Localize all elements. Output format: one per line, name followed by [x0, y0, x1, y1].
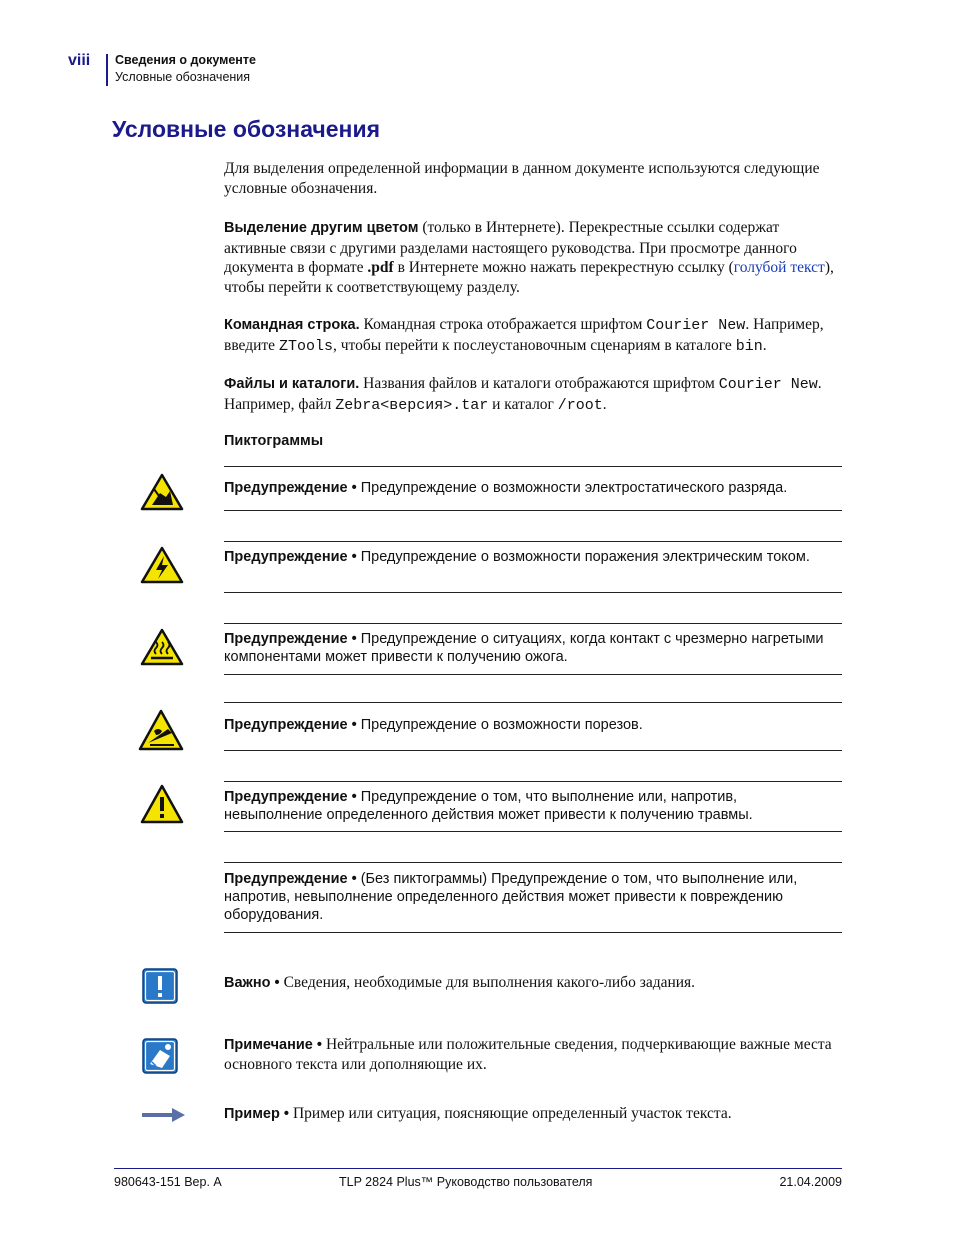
color-text-3: ), чтобы перейти к соответствующему разделу. [224, 259, 834, 296]
note-label: Примечание • [224, 1037, 326, 1053]
warning-text: Предупреждение о возможности поражения электрическим током. [360, 549, 810, 565]
intro-paragraph: Для выделения определенной информации в данном документе используются следующие условные обозначения. [224, 160, 820, 197]
page-number: viii [68, 52, 91, 69]
cmd-text-2: . Например, введите [224, 316, 824, 354]
files-text-3: и каталог [488, 395, 558, 413]
note [224, 1035, 836, 1075]
cmd-dir: bin [735, 337, 763, 355]
warning-rule-bottom [224, 750, 842, 751]
warning-text: Предупреждение о возможности электростатического разряда. [360, 480, 788, 496]
color-paragraph [224, 218, 839, 297]
important-label: Важно • [224, 975, 284, 991]
important-note [224, 973, 836, 993]
warning-hot [224, 630, 836, 666]
warning-rule-bottom [224, 510, 842, 511]
warning-label: Предупреждение • [224, 480, 361, 496]
footer-rule [114, 1168, 842, 1169]
warning-rule-top [224, 466, 842, 467]
warning-rule-top [224, 781, 842, 782]
warning-text: Предупреждение о возможности порезов. [360, 717, 643, 733]
warning-label: Предупреждение • [224, 871, 361, 887]
page-title: Условные обозначения [112, 116, 381, 142]
blue-text-link[interactable]: голубой текст [733, 259, 825, 276]
header-divider [106, 54, 108, 86]
note-text: Нейтральные или положительные сведения, подчеркивающие важные места основного текста или дополняющие их. [224, 1036, 832, 1073]
warning-rule-bottom [224, 932, 842, 933]
warning-rule-top [224, 702, 842, 703]
example-arrow-icon [142, 1107, 186, 1123]
cut-hazard-icon [138, 709, 184, 751]
files-label: Файлы и каталоги. [224, 376, 360, 392]
warning-label: Предупреждение • [224, 717, 361, 733]
command-line-paragraph [224, 315, 839, 356]
esd-warning-icon [140, 473, 184, 511]
cmd-text-4: . [762, 336, 767, 354]
cmd-example: ZTools [278, 337, 333, 355]
cmd-text-1: Командная строка отображается шрифтом [359, 316, 647, 333]
warning-text: Предупреждение о том, что выполнение или, напротив, невыполнение определенного действия может привести к получению травмы. [224, 789, 753, 823]
warning-rule-top [224, 862, 842, 863]
warning-label: Предупреждение • [224, 631, 361, 647]
warning-electric [224, 548, 836, 566]
files-paragraph [224, 374, 839, 415]
note-icon [142, 1038, 178, 1074]
warning-rule-top [224, 541, 842, 542]
warning-caution [224, 788, 836, 824]
warning-esd [224, 479, 836, 497]
footer-date: 21.04.2009 [779, 1175, 842, 1189]
example-label: Пример • [224, 1106, 293, 1122]
example-text: Пример или ситуация, поясняющие определенный участок текста. [292, 1105, 732, 1122]
header-section: Условные обозначения [115, 70, 251, 84]
warning-text: Предупреждение о ситуациях, когда контакт с чрезмерно нагретыми компонентами может привести к получению ожога. [224, 631, 824, 665]
warning-label: Предупреждение • [224, 789, 361, 805]
caution-icon [140, 784, 184, 824]
command-line-label: Командная строка. [224, 317, 360, 333]
files-font-name: Courier New [718, 376, 818, 393]
files-text-2: . Например, файл [224, 375, 822, 413]
hot-surface-icon [140, 628, 184, 666]
color-text-1: (только в Интернете). Перекрестные ссылки содержат активные связи с другими разделами настоящего руководства. При просмотре данного документа в формате [224, 219, 797, 276]
header-chapter: Сведения о документе [115, 53, 256, 67]
files-dir: /root [557, 396, 603, 414]
warning-cut [224, 716, 836, 734]
warning-rule-top [224, 623, 842, 624]
footer-doc-number: 980643-151 Вер. A [114, 1175, 222, 1189]
color-label: Выделение другим цветом [224, 220, 419, 236]
warning-text: (Без пиктограммы) Предупреждение о том, что выполнение или, напротив, невыполнение определенного действия может привести к повреждению оборудования. [224, 871, 798, 923]
pictograms-heading: Пиктограммы [224, 433, 324, 449]
warning-rule-bottom [224, 592, 842, 593]
cmd-font-name: Courier New [646, 317, 746, 334]
files-text-1: Названия файлов и каталоги отображаются шрифтом [359, 375, 719, 392]
warning-label: Предупреждение • [224, 549, 361, 565]
color-text-2: в Интернете можно нажать перекрестную ссылку ( [393, 259, 734, 276]
important-icon [142, 968, 178, 1004]
warning-equipment [224, 870, 836, 924]
important-text: Сведения, необходимые для выполнения какого-либо задания. [283, 974, 696, 991]
cmd-text-3: , чтобы перейти к послеустановочным сценариям в каталоге [332, 336, 736, 354]
files-example: Zebra<версия>.tar [335, 396, 489, 414]
electric-shock-icon [140, 546, 184, 584]
pdf-format: .pdf [367, 259, 394, 276]
warning-rule-bottom [224, 831, 842, 832]
files-text-4: . [602, 395, 607, 413]
footer-manual-title: TLP 2824 Plus™ Руководство пользователя [339, 1175, 593, 1189]
example [224, 1104, 836, 1124]
warning-rule-bottom [224, 674, 842, 675]
